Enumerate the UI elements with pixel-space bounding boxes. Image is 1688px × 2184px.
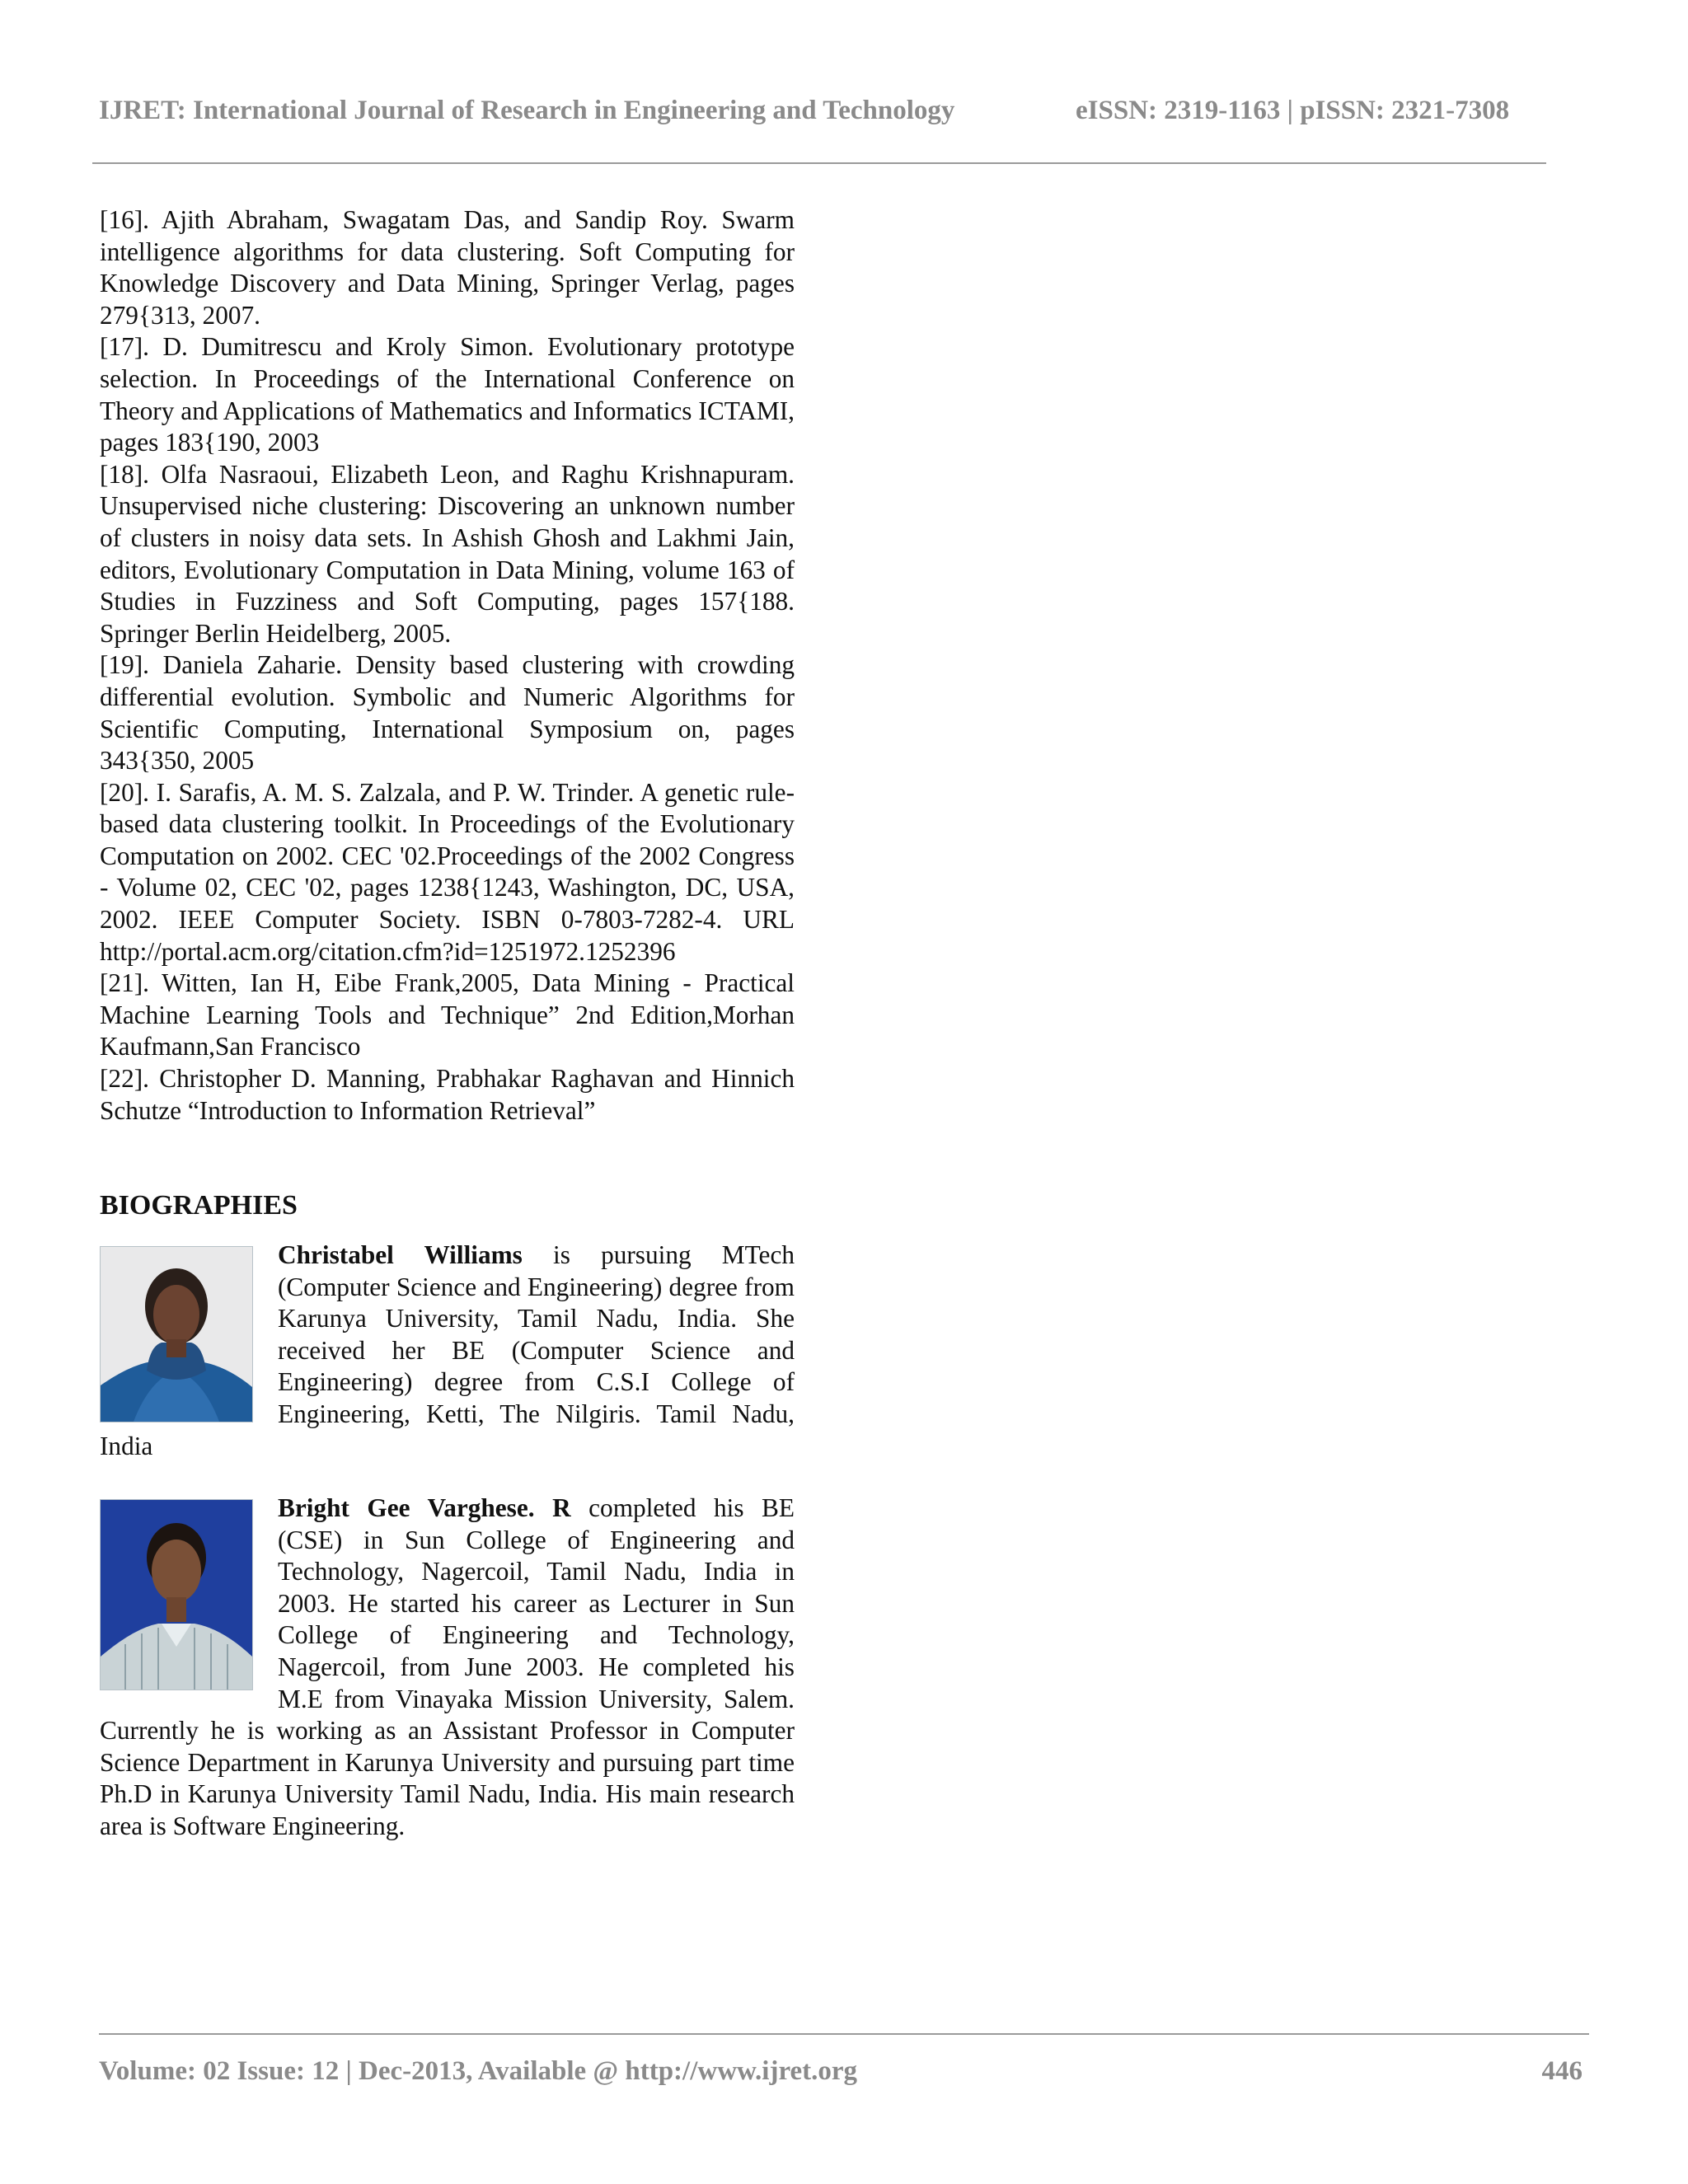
reference-16: [16]. Ajith Abraham, Swagatam Das, and Sandip Roy. Swarm intelligence algorithms for data clustering. Soft Computing for Knowledge Discovery and Data Mining, Springer Verlag, pages 279{313, 2007. (100, 205, 795, 330)
page-number: 446 (1541, 2056, 1582, 2086)
reference-18: [18]. Olfa Nasraoui, Elizabeth Leon, and Raghu Krishnapuram. Unsupervised niche clustering: Discovering an unknown number of clusters in noisy data sets. In Ashish Ghosh and Lakhmi Jain, editors, Evolutionary Computation in Data Mining, volume 163 of Studies in Fuzziness and Soft Computing, pages 157{188. Springer Berlin Heidelberg, 2005. (100, 459, 795, 648)
reference-22: [22]. Christopher D. Manning, Prabhakar Raghavan and Hinnich Schutze “Introduction to Information Retrieval” (100, 1064, 795, 1125)
biography-2 (100, 1493, 795, 1843)
reference-20-url[interactable]: http://portal.acm.org/citation.cfm?id=1251972.1252396 (100, 936, 676, 966)
page-footer (99, 2056, 1582, 2087)
reference-list (100, 204, 795, 1127)
bio-2-text: completed his BE (CSE) in Sun College of Engineering and Technology, Nagercoil, Tamil Nadu, India in 2003. He started his career as Lecturer in Sun College of Engineering and Technology, Nagercoil, from June 2003. He completed his M.E from Vinayaka Mission University, Salem. Currently he is working as an Assistant Professor in Computer Science Department in Karunya University and pursuing part time Ph.D in Karunya University Tamil Nadu, India. His main research area is Software Engineering. (100, 1493, 795, 1840)
journal-title: IJRET: International Journal of Research in Engineering and Technology (99, 96, 955, 125)
author-photo-1 (100, 1246, 253, 1422)
reference-20: [20]. I. Sarafis, A. M. S. Zalzala, and P. W. Trinder. A genetic rule-based data clustering toolkit. In Proceedings of the Evolutionary Computation on 2002. CEC '02.Proceedings of the 2002 Congress - Volume 02, CEC '02, pages 1238{1243, Washington, DC, USA, 2002. IEEE Computer Society. ISBN 0-7803-7282-4. URL (100, 777, 795, 935)
volume-info: Volume: 02 Issue: 12 | Dec-2013, Available @ http://www.ijret.org (99, 2056, 858, 2086)
bio-1-name: Christabel Williams (278, 1240, 523, 1269)
biography-1 (100, 1240, 795, 1462)
page-header (99, 96, 1541, 126)
reference-17: [17]. D. Dumitrescu and Kroly Simon. Evolutionary prototype selection. In Proceedings of the International Conference on Theory and Applications of Mathematics and Informatics ICTAMI, pages 183{190, 2003 (100, 332, 795, 457)
reference-19: [19]. Daniela Zaharie. Density based clustering with crowding differential evolution. Symbolic and Numeric Algorithms for Scientific Computing, International Symposium on, pages 343{350, 2005 (100, 650, 795, 776)
footer-divider (99, 2033, 1589, 2035)
bio-2-name: Bright Gee Varghese. R (278, 1493, 571, 1522)
reference-21: [21]. Witten, Ian H, Eibe Frank,2005, Data Mining - Practical Machine Learning Tools and Technique” 2nd Edition,Morhan Kaufmann,San Francisco (100, 968, 795, 1062)
bio-1-text: is pursuing MTech (Computer Science and Engineering) degree from Karunya University, Tamil Nadu, India. She received her BE (Computer Science and Engineering) degree from C.S.I College of Engineering, Ketti, The Nilgiris. Tamil Nadu, India (100, 1240, 795, 1460)
header-divider (92, 162, 1546, 164)
issn-info: eISSN: 2319-1163 | pISSN: 2321-7308 (1076, 96, 1510, 125)
biographies-heading: BIOGRAPHIES (100, 1190, 298, 1221)
author-photo-2 (100, 1499, 253, 1690)
